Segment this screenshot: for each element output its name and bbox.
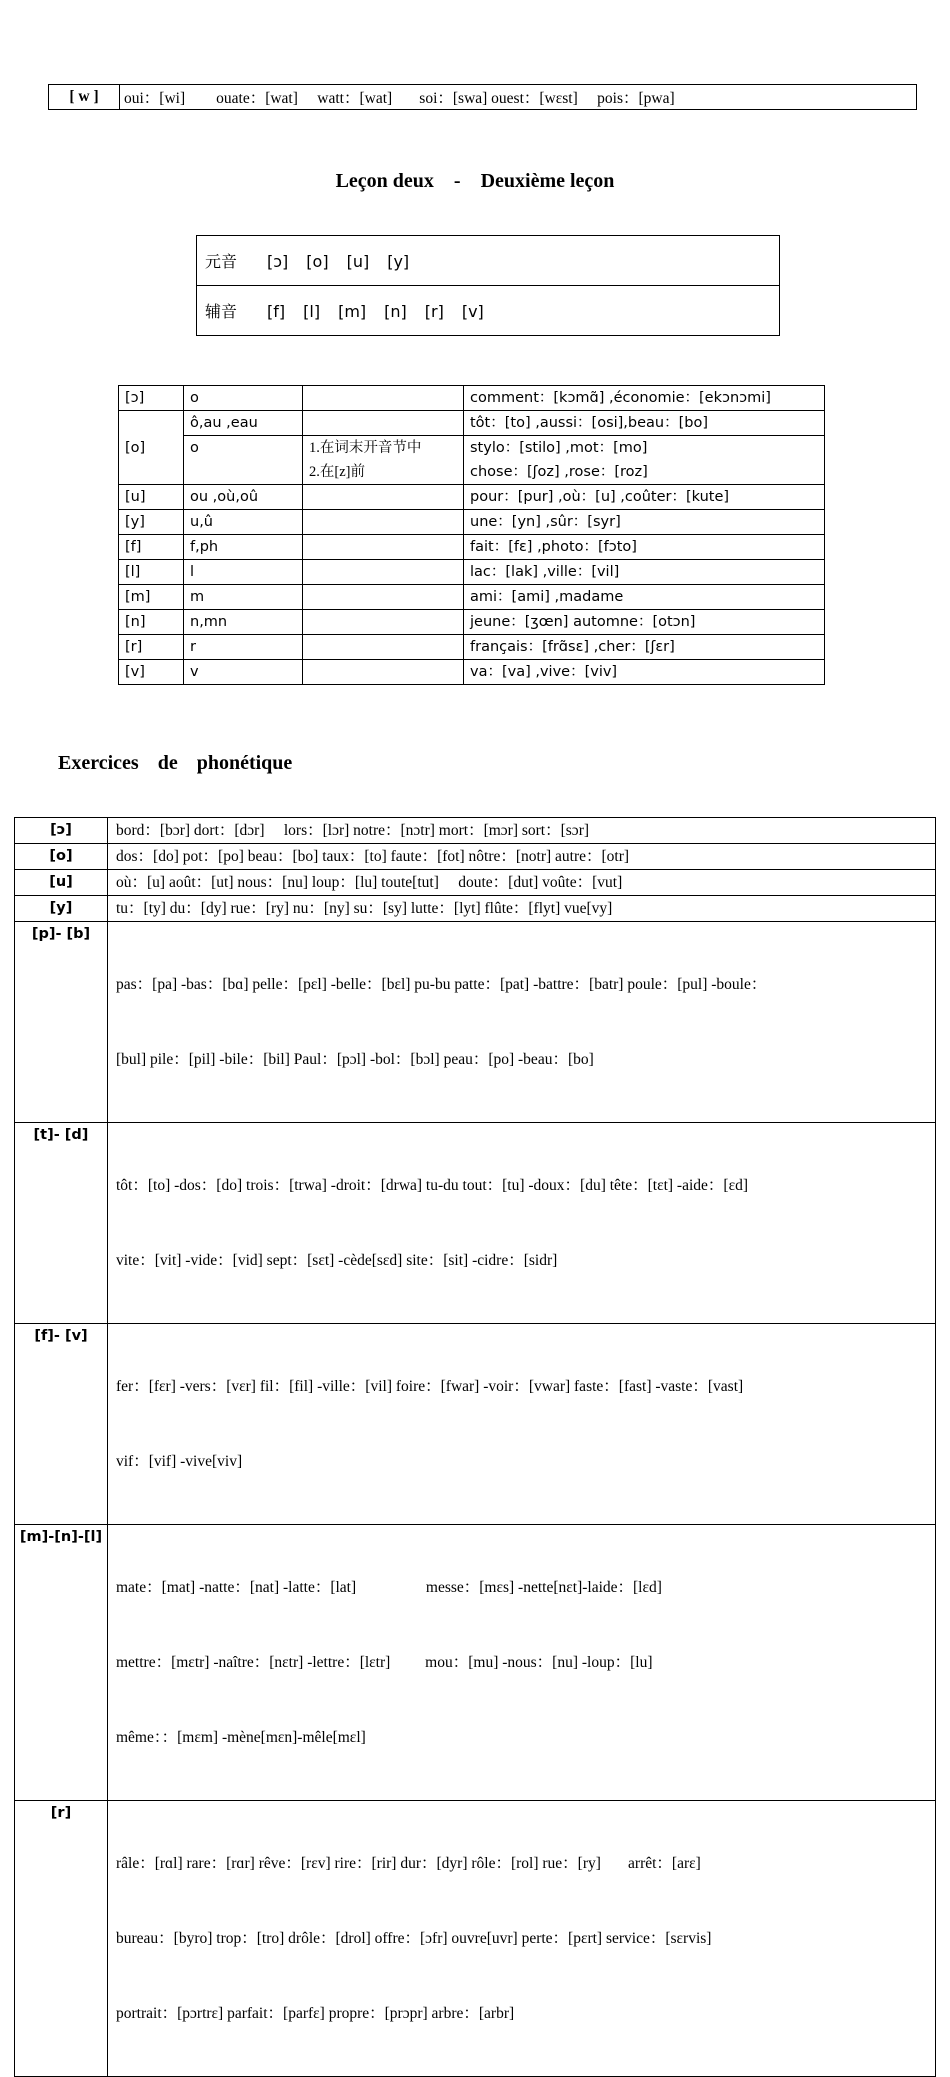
exercise-line: fer：[fɛr] -vers：[vɛr] fil：[fil] -ville：[vil] foire：[fwar] -voir：[vwar] faste：[fast] -vaste：[vast] [116, 1378, 744, 1395]
spelling-cell: o [184, 436, 303, 485]
vowel-item: [u] [346, 252, 370, 271]
examples-cell: va：[va] ,vive：[viv] [464, 660, 825, 685]
exercises-title: Exercices de phonétique [58, 752, 293, 774]
exercise-line: pas：[pa] -bas：[bɑ] pelle：[pɛl] -belle：[bɛl] pu-bu patte：[pat] -battre：[batr] poule：[pul] -boule： [116, 976, 767, 993]
exercise-line: râle：[rɑl] rare：[rɑr] rêve：[rɛv] rire：[rir] dur：[dyr] rôle：[rol] rue：[ry] arrêt：[arɛ] [116, 1855, 701, 1872]
vowels-row [197, 236, 780, 286]
table-row [15, 1324, 936, 1525]
sound-cell: [l] [119, 560, 184, 585]
examples-cell: tôt：[to] ,aussi：[osi],beau：[bo] [464, 411, 825, 436]
spelling-cell: r [184, 635, 303, 660]
exercise-label: [t]- [d] [15, 1123, 108, 1324]
spelling-cell: u,û [184, 510, 303, 535]
consonant-item: [m] [338, 302, 367, 321]
table-row [119, 436, 825, 485]
spelling-cell: ou ,où,oû [184, 485, 303, 510]
exercise-text [108, 1801, 936, 2077]
exercise-text [108, 844, 936, 870]
sound-cell: [o] [119, 411, 184, 485]
exercise-text [108, 1324, 936, 1525]
table-row [119, 485, 825, 510]
consonant-item: [r] [424, 302, 444, 321]
note-cell [303, 560, 464, 585]
examples-line: stylo：[stilo] ,mot：[mo] [470, 440, 648, 456]
note-cell [303, 411, 464, 436]
exercises-table [14, 817, 936, 2077]
examples-cell [464, 436, 825, 485]
examples-cell: comment：[kɔmɑ̃] ,économie：[ekɔnɔmi] [464, 386, 825, 411]
spelling-cell: n,mn [184, 610, 303, 635]
exercise-line: tôt：[to] -dos：[do] trois：[trwa] -droit：[drwa] tu-du tout：[tu] -doux：[du] tête：[tɛt] -aide：[ɛd] [116, 1177, 748, 1194]
table-row [15, 1123, 936, 1324]
exercise-label: [u] [15, 870, 108, 896]
table-row [119, 585, 825, 610]
sound-label: [ w ] [49, 85, 120, 110]
examples-cell: pour：[pur] ,où：[u] ,coûter：[kute] [464, 485, 825, 510]
vowel-item: [o] [306, 252, 329, 271]
examples-line: chose：[ʃoz] ,rose：[roz] [470, 464, 648, 480]
sound-cell: [y] [119, 510, 184, 535]
exercise-line: dos：[do] pot：[po] beau：[bo] taux：[to] faute：[fot] nôtre：[notr] autre：[otr] [116, 848, 630, 865]
table-row [119, 635, 825, 660]
note-cell [303, 436, 464, 485]
consonants-label: 辅音 [205, 304, 238, 321]
exercise-line: mate：[mat] -natte：[nat] -latte：[lat] messe：[mɛs] -nette[nɛt]-laide：[lɛd] [116, 1579, 662, 1596]
table-row [15, 922, 936, 1123]
consonant-item: [l] [303, 302, 321, 321]
table-row [119, 610, 825, 635]
table-row [119, 560, 825, 585]
exercise-text [108, 896, 936, 922]
spelling-cell: ô,au ,eau [184, 411, 303, 436]
examples-cell: une：[yn] ,sûr：[syr] [464, 510, 825, 535]
note-cell [303, 660, 464, 685]
exercise-line: bord：[bɔr] dort：[dɔr] lors：[lɔr] notre：[nɔtr] mort：[mɔr] sort：[sɔr] [116, 822, 590, 839]
lesson-title: Leçon deux - Deuxième leçon [335, 170, 615, 192]
note-cell [303, 510, 464, 535]
table-row [119, 386, 825, 411]
examples-cell: fait：[fɛ] ,photo：[fɔto] [464, 535, 825, 560]
table-row [119, 660, 825, 685]
sound-cell: [m] [119, 585, 184, 610]
sound-examples: oui：[wi] ouate：[wat] watt：[wat] soi：[swa] ouest：[wɛst] pois：[pwa] [120, 85, 917, 110]
examples-cell: jeune：[ʒœn] automne：[otɔn] [464, 610, 825, 635]
exercise-line: où：[u] août：[ut] nous：[nu] loup：[lu] toute[tut] doute：[dut] voûte：[vut] [116, 874, 623, 891]
vowel-item: [ɔ] [267, 252, 289, 271]
exercise-label: [o] [15, 844, 108, 870]
spelling-cell: f,ph [184, 535, 303, 560]
table-row [119, 535, 825, 560]
vowels-label: 元音 [205, 254, 238, 271]
note-cell [303, 485, 464, 510]
table-row [15, 870, 936, 896]
exercise-label: [y] [15, 896, 108, 922]
exercise-text [108, 1123, 936, 1324]
exercise-label: [f]- [v] [15, 1324, 108, 1525]
exercise-line: bureau：[byro] trop：[tro] drôle：[drol] offre：[ɔfr] ouvre[uvr] perte：[pɛrt] service：[sɛrvis] [116, 1930, 712, 1947]
exercise-text [108, 1525, 936, 1801]
note-cell [303, 535, 464, 560]
sound-cell: [f] [119, 535, 184, 560]
sound-cell: [n] [119, 610, 184, 635]
spelling-cell: v [184, 660, 303, 685]
sound-cell: [v] [119, 660, 184, 685]
table-row [119, 510, 825, 535]
exercise-line: tu：[ty] du：[dy] rue：[ry] nu：[ny] su：[sy] lutte：[lyt] flûte：[flyt] vue[vy] [116, 900, 613, 917]
exercise-line: vite：[vit] -vide：[vid] sept：[sɛt] -cède[sɛd] site：[sit] -cidre：[sidr] [116, 1252, 558, 1269]
table-row [15, 844, 936, 870]
exercise-label: [r] [15, 1801, 108, 2077]
exercise-line: portrait：[pɔrtrɛ] parfait：[parfɛ] propre：[prɔpr] arbre：[arbr] [116, 2005, 515, 2022]
exercise-line: [bul] pile：[pil] -bile：[bil] Paul：[pɔl] -bol：[bɔl] peau：[po] -beau：[bo] [116, 1051, 594, 1068]
note-line: 2.在[z]前 [309, 464, 365, 480]
consonants-row [197, 286, 780, 336]
exercise-label: [p]- [b] [15, 922, 108, 1123]
vowel-item: [y] [387, 252, 410, 271]
table-row [15, 896, 936, 922]
note-cell [303, 585, 464, 610]
exercise-line: mettre：[mɛtr] -naître：[nɛtr] -lettre：[lɛtr] mou：[mu] -nous：[nu] -loup：[lu] [116, 1654, 653, 1671]
sound-cell: [ɔ] [119, 386, 184, 411]
w-sound-table [48, 84, 917, 110]
spelling-cell: o [184, 386, 303, 411]
exercise-text [108, 922, 936, 1123]
consonant-item: [v] [461, 302, 484, 321]
examples-cell: ami：[ami] ,madame [464, 585, 825, 610]
phoneme-table [118, 385, 825, 685]
table-row [15, 818, 936, 844]
consonant-item: [n] [384, 302, 407, 321]
exercise-line: vif：[vif] -vive[viv] [116, 1453, 243, 1470]
examples-cell: français：[frɑ̃sɛ] ,cher：[ʃɛr] [464, 635, 825, 660]
exercise-text [108, 818, 936, 844]
note-cell [303, 386, 464, 411]
table-row [119, 411, 825, 436]
sound-cell: [u] [119, 485, 184, 510]
consonant-item: [f] [267, 302, 286, 321]
exercise-label: [m]-[n]-[l] [15, 1525, 108, 1801]
spelling-cell: m [184, 585, 303, 610]
spelling-cell: l [184, 560, 303, 585]
exercise-text [108, 870, 936, 896]
table-row [15, 1525, 936, 1801]
exercise-label: [ɔ] [15, 818, 108, 844]
exercise-line: même：：[mɛm] -mène[mɛn]-mêle[mɛl] [116, 1729, 366, 1746]
examples-cell: lac：[lak] ,ville：[vil] [464, 560, 825, 585]
table-row [15, 1801, 936, 2077]
table-row [49, 85, 917, 110]
sound-cell: [r] [119, 635, 184, 660]
note-cell [303, 635, 464, 660]
sound-summary-box [196, 235, 780, 336]
note-line: 1.在词末开音节中 [309, 440, 422, 456]
note-cell [303, 610, 464, 635]
